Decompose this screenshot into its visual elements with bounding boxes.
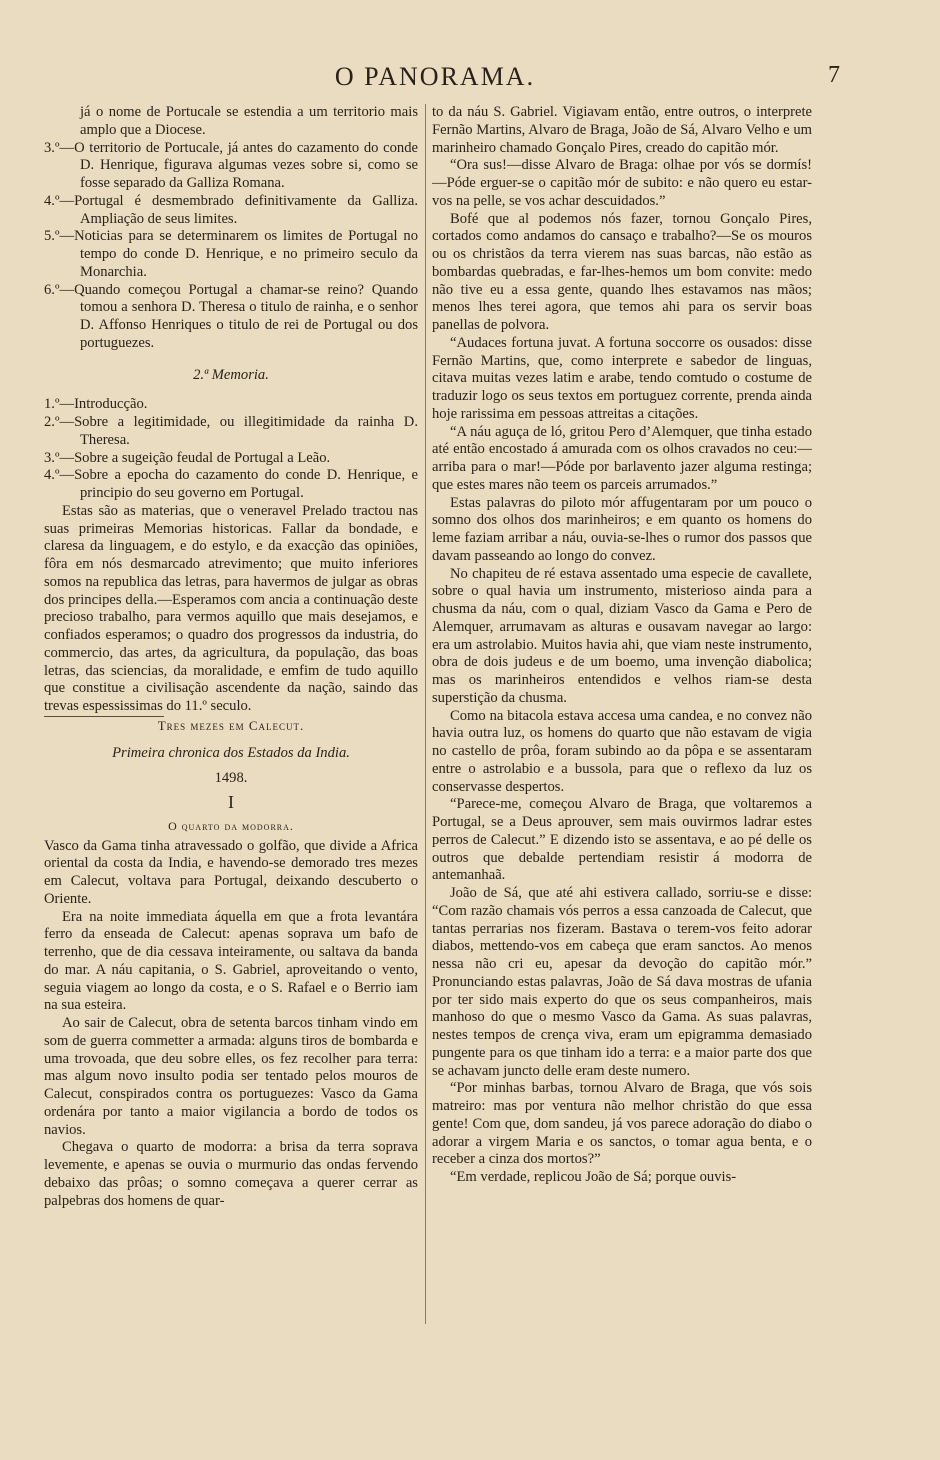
memoria-list-item: 4.º—Sobre a epocha do cazamento do conde D. Henrique, e principio do seu governo em Portugal. [44, 467, 418, 501]
memoria-list-item: 2.º—Sobre a legitimidade, ou illegitimidade da rainha D. Theresa. [44, 414, 418, 448]
article-paragraph: Chegava o quarto de modorra: a brisa da terra soprava levemente, e apenas se ouvia o murmurio das ondas fervendo debaixo das prôas; o somno começava a querer cerrar as palpebras dos homens de quar- [44, 1139, 418, 1209]
left-column [44, 104, 418, 1334]
article-paragraph: Era na noite immediata áquella em que a frota levantára ferro da enseada de Calecut: apenas soprava um bafo de terrenho, que de dia cessava inteiramente, ou saltava da banda do mar. A náu capitania, o S. Gabriel, aproveitando o vento, seguia viagem ao longo da costa, e o S. Rafael e o Berrio iam na sua esteira. [44, 908, 418, 1014]
article-paragraph: Estas palavras do piloto mór affugentaram por um pouco o somno dos olhos dos marinheiros; e em quanto os homens do leme faziam arribar a náu, ouvia-se-lhes o rumor dos passos que davam passeando ao longo do convez. [432, 494, 812, 564]
article-paragraph: “Em verdade, replicou João de Sá; porque ouvis- [450, 1169, 737, 1185]
article-paragraph: “Por minhas barbas, tornou Alvaro de Braga, que vós sois matreiro: mas por ventura não melhor christão do que essa gente! Com que, dom sandeu, já vos parece adoração do diabo o adorar a virgem Maria e os sanctos, o tomar agua benta, e o receber a cinza dos mortos?” [432, 1080, 812, 1168]
memoria-list-item: 4.º—Portugal é desmembrado definitivamente da Galliza. Ampliação de seus limites. [44, 192, 418, 227]
article-paragraph: João de Sá, que até ahi estivera callado, sorriu-se e disse: “Com razão chamais vós perros a essa canzoada de Calecut, que tantas perrarias nos fizeram. Bastava o terem-vos feito adorar diabos, mettendo-vos em cabeça que eram sanctos. Ao menos nessa não cri eu, apesar da devoção do capitão mór.” Pronunciando estas palavras, João de Sá dava mostras de ufania por ter sido mais experto do que os seus companheiros, mais manhoso do que o mesmo Vasco da Gama. As suas palavras, nestes tempos de crença viva, eram um epigramma demasiado pungente para os que tinham ido a terra: e a maior parte dos que se achavam juncto delle eram deste numero. [432, 885, 812, 1079]
article-paragraph: Como na bitacola estava accesa uma candea, e no convez não havia outra luz, os homens do quarto que não estavam de vigia no castello de prôa, foram subindo ao da pôpa e se assentaram entre o astrolabio e a bussola, para que o reflexo da luz os conservasse despertos. [432, 707, 812, 795]
article-title: Tres mezes em Calecut. [157, 717, 305, 733]
article-paragraph: “Parece-me, começou Alvaro de Braga, que voltaremos a Portugal, se a Deus aprouver, sem mais ouvirmos ladrar estes perros de Calecut.” E dizendo isto se assentava, e ao pé delle os outros que debalde pertendiam resistir á modorra de antemanhaã. [432, 796, 812, 884]
article-paragraph: No chapiteu de ré estava assentado uma especie de cavallete, sobre o qual havia um instrumento, misterioso ainda para a chusma da náu, com o qual, diziam Vasco da Gama e Pero de Alemquer, arrumavam as alturas e ousavam navegar ao largo: era um astrolabio. Muitos havia ahi, que viam neste instrumento, obra de dois judeus e de um boemo, uma invenção diabolica; mas os marinheiros entendidos e velhos riam-se desta superstição da chusma. [432, 565, 812, 706]
column-divider [425, 104, 426, 1324]
article-paragraph: Bofé que al podemos nós fazer, tornou Gonçalo Pires, cortados como andamos do cansaço e trabalho?—Se os mouros ou os christãos da terra vierem nas suas barcas, não estão as bombardas quebradas, e far-lhes-hemos um bom convite: medo não tive eu a essa gente, quando lhes estavamos nas mãos; menos lhes terei agora, que temos ahi para os servir boas panellas de polvora. [432, 210, 812, 333]
article-paragraph: “Audaces fortuna juvat. A fortuna soccorre os ousados: disse Fernão Martins, que, como interprete e sabedor de linguas, citava muitas vezes latim e arabe, tendo comtudo o costume de traduzir logo os seus textos em portuguez corrente, prenda ainda hoje rarissima em pessoas attreitas a citações. [432, 334, 812, 422]
article-paragraph: “Ora sus!—disse Alvaro de Braga: olhae por vós se dormís!—Póde erguer-se o capitão mór de subito: e não quero eu estar-vos na pelle, se vos achar descuidados.” [432, 157, 812, 209]
article-subtitle: Primeira chronica dos Estados da India. [112, 744, 350, 761]
memoria-list-item: 5.º—Noticias para se determinarem os limites de Portugal no tempo do conde D. Henrique, e no primeiro seculo da Monarchia. [44, 228, 418, 280]
chapter-title: O quarto da modorra. [168, 818, 294, 833]
memoria-list-item: 3.º—Sobre a sugeição feudal de Portugal a Leão. [44, 449, 331, 466]
page-header [40, 62, 840, 96]
memoria-list-item: 3.º—O territorio de Portucale, já antes do cazamento do conde D. Henrique, figurava algumas vezes sobre si, como se fosse separado da Galliza Romana. [44, 139, 418, 191]
memoria-list-item: já o nome de Portucale se estendia a um territorio mais amplo que a Diocese. [80, 104, 418, 138]
memoria-list-item: 6.º—Quando começou Portugal a chamar-se reino? Quando tomou a senhora D. Theresa o titulo de rainha, e o senhor D. Affonso Henriques o titulo de rei de Portugal ou dos portuguezes. [44, 281, 418, 351]
page-number: 7 [828, 62, 840, 88]
memoria-heading: 2.ª Memoria. [193, 366, 269, 383]
article-paragraph: Ao sair de Calecut, obra de setenta barcos tinham vindo em som de guerra commetter a armada: alguns tiros de bombarda e uma trovoada, que deu sobre elles, os fez recolher para terra: mas algum novo insulto podia ser tentado pelos mouros de Calecut, conspirados contra os portuguezes: Vasco da Gama ordenára por tanto a maior vigilancia a bordo de todos os navios. [44, 1015, 418, 1138]
right-column [432, 104, 812, 1334]
publication-title: O PANORAMA. [334, 62, 536, 91]
article-paragraph: Vasco da Gama tinha atravessado o golfão, que divide a Africa oriental da costa da India, e havendo-se demorado tres mezes em Calecut, voltava para Portugal, deixando descuberto o Oriente. [44, 837, 418, 907]
chapter-number: I [228, 792, 234, 812]
review-paragraph: Estas são as materias, que o veneravel Prelado tractou nas suas primeiras Memorias historicas. Fallar da bondade, e claresa da linguagem, e do estylo, e da exacção das opiniões, fôra em nós desmarcado atrevimento; que muito inferiores somos na republica das letras, para havermos de julgar as obras dos principes della.—Esperamos com ancia a continuação deste precioso trabalho, para vermos aquillo que mais desejamos, e confiados esperamos; o quadro dos progressos da industria, do commercio, das artes, da agricultura, da população, das boas letras, das sciencias, da moralidade, e emfim de tudo aquillo que constitue a civilisação ascendente da nação, saindo das trevas espessissimas do 11.º seculo. [44, 502, 418, 714]
article-paragraph: to da náu S. Gabriel. Vigiavam então, entre outros, o interprete Fernão Martins, Alvaro de Braga, João de Sá, Alvaro Velho e um marinheiro chamado Gonçalo Pires, creado do capitão mór. [432, 104, 812, 156]
memoria-list-item: 1.º—Introducção. [44, 396, 148, 413]
article-year: 1498. [214, 770, 248, 787]
article-paragraph: “A náu aguça de ló, gritou Pero d’Alemquer, que tinha estado até então encostado á amurada com os olhos cravados no ceu:—arriba para o mar!—Póde por barlavento jazer alguma restinga; que estes mares não teem os parceis arrumados.” [432, 423, 812, 493]
